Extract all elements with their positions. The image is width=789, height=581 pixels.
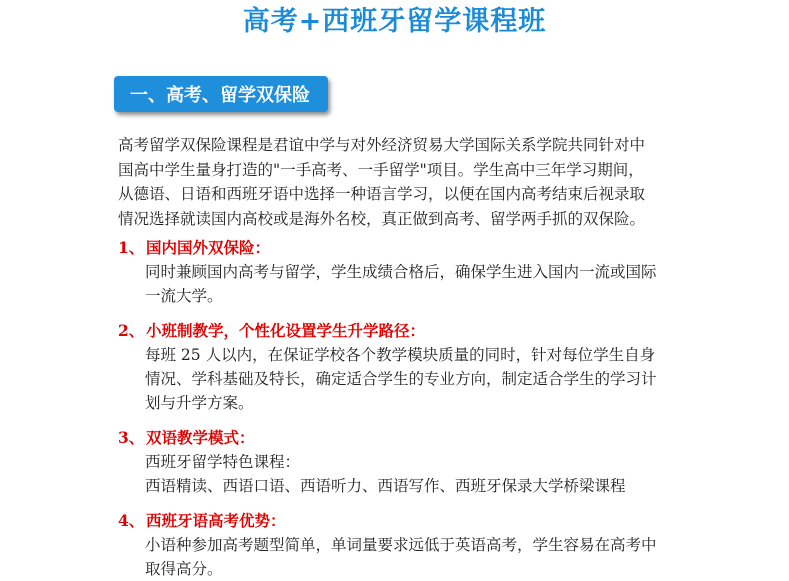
feature-line: 西班牙留学特色课程： <box>145 453 301 471</box>
feature-line: 西语精读、西语口语、西语听力、西语写作、西班牙保录大学桥梁课程 <box>145 477 626 495</box>
intro-paragraph <box>118 133 678 231</box>
feature-item <box>118 236 678 308</box>
intro-line: 高考留学双保险课程是君谊中学与对外经济贸易大学国际关系学院共同针对中 <box>118 136 646 154</box>
intro-line: 国高中学生量身打造的"一手高考、一手留学"项目。学生高中三年学习期间， <box>118 160 644 179</box>
feature-title: 双语教学模式： <box>146 428 255 447</box>
intro-line: 情况选择就读国内高校或是海外名校，真正做到高考、留学两手抓的双保险。 <box>118 209 646 228</box>
feature-line: 划与升学方案。 <box>145 394 254 412</box>
feature-number: 2、 <box>118 321 145 340</box>
feature-heading <box>118 236 678 260</box>
feature-item <box>118 319 678 415</box>
feature-body <box>145 343 678 415</box>
feature-number: 4、 <box>118 511 145 530</box>
feature-title: 西班牙语高考优势： <box>146 511 286 530</box>
feature-item <box>118 426 678 498</box>
intro-line: 从德语、日语和西班牙语中选择一种语言学习，以便在国内高考结束后视录取 <box>118 185 646 203</box>
feature-title: 小班制教学，个性化设置学生升学路径： <box>146 321 426 340</box>
feature-item <box>118 509 678 581</box>
feature-line: 每班 25 人以内，在保证学校各个教学模块质量的同时，针对每位学生自身 <box>145 346 656 364</box>
feature-title: 国内国外双保险： <box>146 238 271 257</box>
feature-line: 情况、学科基础及特长，确定适合学生的专业方向，制定适合学生的学习计 <box>145 370 657 388</box>
feature-body <box>145 260 678 308</box>
feature-number: 3、 <box>118 428 145 447</box>
feature-number: 1、 <box>118 238 145 257</box>
section-header-label: 一、高考、留学双保险 <box>130 85 310 106</box>
page-title: 高考+西班牙留学课程班 <box>242 6 547 37</box>
feature-line: 小语种参加高考题型简单，单词量要求远低于英语高考，学生容易在高考中 <box>145 536 657 554</box>
feature-body <box>145 533 678 581</box>
feature-line: 同时兼顾国内高考与留学，学生成绩合格后，确保学生进入国内一流或国际 <box>145 263 657 281</box>
feature-line: 一流大学。 <box>145 287 223 305</box>
feature-heading <box>118 426 678 450</box>
feature-line: 取得高分。 <box>145 560 223 578</box>
feature-heading <box>118 319 678 343</box>
feature-heading <box>118 509 678 533</box>
section-header <box>114 76 328 112</box>
feature-body <box>145 450 678 498</box>
